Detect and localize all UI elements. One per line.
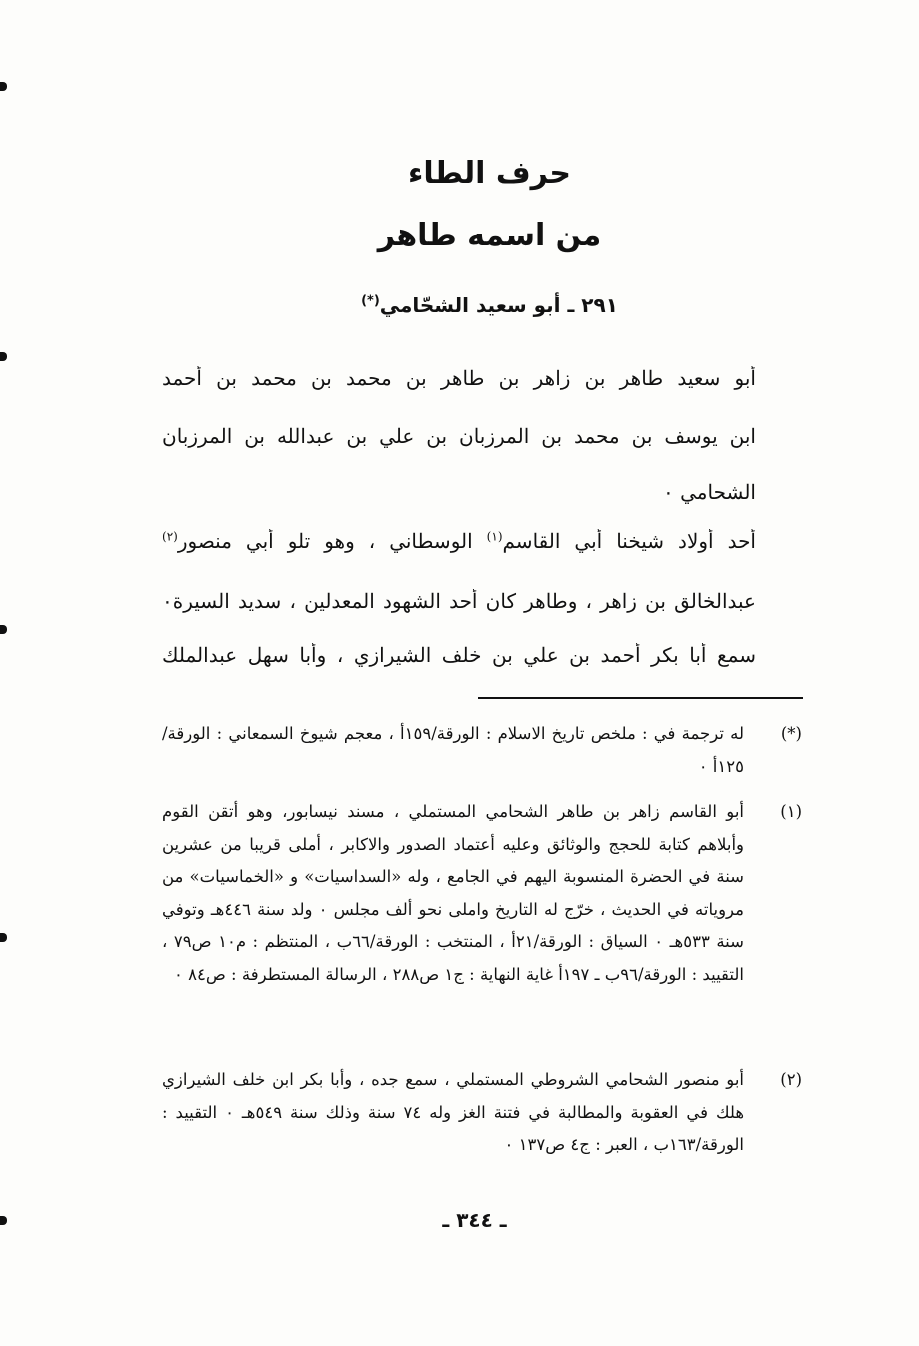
body-line-6: سمع أبا بكر أحمد بن علي بن خلف الشيرازي ، وأبا سهل عبدالملك [162, 643, 756, 667]
binding-mark [0, 625, 7, 634]
entry-title-note: (*) [361, 293, 380, 309]
footnote-text: له ترجمة في : ملخص تاريخ الاسلام : الورقة/١٥٩أ ، معجم شيوخ السمعاني : الورقة/١٢٥أ ٠ [162, 724, 744, 776]
page-number: ـ ٣٤٤ ـ [442, 1208, 507, 1232]
entry-title [0, 293, 919, 317]
binding-mark [0, 82, 7, 91]
footnote-ref-2: (٢) [162, 529, 178, 544]
footnote-text: أبو القاسم زاهر بن طاهر الشحامي المستملي ، مسند نيسابور، وهو أتقن القوم وأبلاهم كتابة للحجج والوثائق وعليه أعتماد الصدور والاكابر ، أملى قريبا من عشرين سنة في الحضرة المنسوبة اليهم في الجامع ، وله «السداسيات» و «الخماسيات» من مروياته في الحديث ، خرّج له التاريخ واملى نحو ألف مجلس ٠ ولد سنة ٤٤٦هـ وتوفي سنة ٥٣٣هـ ٠ السياق : الورقة/٢١أ ، المنتخب : الورقة/٦٦ب ، المنتظم : م١٠ ص٧٩ ، التقييد : الورقة/٩٦ب ـ ١٩٧أ غاية النهاية : ج١ ص٢٨٨ ، الرسالة المستطرفة : ص٨٤ ٠ [162, 802, 744, 984]
footnote-text: أبو منصور الشحامي الشروطي المستملي ، سمع جده ، وأبا بكر ابن خلف الشيرازي هلك في العقوبة والمطالبة في فتنة الغز وله ٧٤ سنة وذلك سنة ٥٤٩هـ ٠ التقييد : الورقة/١٦٣ب ، العبر : ج٤ ص١٣٧ ٠ [162, 1070, 745, 1154]
body-line-2: ابن يوسف بن محمد بن المرزبان بن علي بن عبدالله بن المرزبان [162, 424, 756, 448]
body-line-5: عبدالخالق بن زاهر ، وطاهر كان أحد الشهود المعدلين ، سديد السيرة٠ [162, 589, 756, 613]
section-heading-letter: حرف الطاء [408, 156, 571, 191]
footnote-star [162, 718, 802, 783]
footnote-1 [162, 796, 802, 991]
footnote-marker: (*) [780, 724, 802, 743]
body-line-3: الشحامي ٠ [663, 480, 756, 504]
body-line-4-middle: الوسطاني ، وهو تلو أبي منصور [177, 529, 487, 553]
footnote-marker: (٢) [780, 1070, 802, 1089]
footnote-2 [162, 1064, 802, 1162]
footnote-marker: (١) [780, 802, 802, 821]
body-line-1: أبو سعيد طاهر بن زاهر بن طاهر بن محمد بن محمد بن أحمد [162, 366, 756, 390]
entry-title-text: ٢٩١ ـ أبو سعيد الشحّامي [379, 293, 618, 317]
footnote-ref-1: (١) [486, 529, 503, 544]
footnote-separator [478, 697, 803, 699]
body-line-4-start: أحد أولاد شيخنا أبي القاسم [502, 529, 756, 553]
body-line-4 [162, 529, 756, 553]
binding-mark [0, 352, 7, 361]
section-heading-name: من اسمه طاهر [377, 218, 602, 253]
binding-mark [0, 933, 7, 942]
